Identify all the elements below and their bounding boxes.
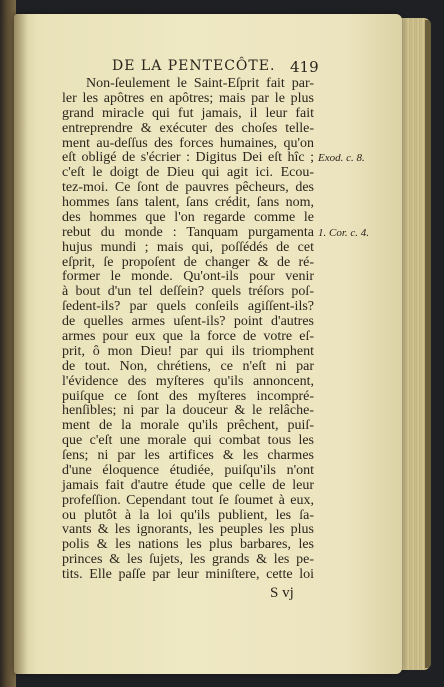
margin-note-corinthians: 1. Cor. c. 4. <box>318 226 370 239</box>
text-line-29: profeſſion. Cependant tout ſe ſoumet à eux, <box>62 492 314 508</box>
text-line-13: eſprit, ſe propoſent de changer & de ré- <box>62 254 314 270</box>
margin-note-exodus: Exod. c. 8. <box>318 152 365 165</box>
text-line-24: ment de la morale qu'ils prêchent, puiſ- <box>62 418 314 434</box>
text-line-8: tez-moi. Ce ſont de pauvres pêcheurs, des <box>62 180 314 196</box>
text-line-12: hujus mundi ; mais qui, poſſédés de cet <box>62 239 314 255</box>
page-stack-shadow <box>425 20 431 668</box>
text-line-18: armes pour eux que la force de votre eſ- <box>62 328 314 344</box>
text-line-14: former le monde. Qu'ont-ils pour venir <box>62 269 314 285</box>
text-line-32: polis & les nations les plus barbares, les <box>62 537 314 553</box>
text-line-2: ler les apôtres en apôtres; mais par le plus <box>62 90 314 106</box>
text-line-19: prit, ô mon Dieu! par qui ils triomphent <box>62 343 314 359</box>
running-header <box>112 58 322 74</box>
page-gutter-shadow <box>14 14 28 674</box>
text-line-33: princes & les ſujets, les grands & les pe- <box>62 552 314 568</box>
text-line-34: tits. Elle paſſe par leur miniſtere, cette loi <box>62 567 314 582</box>
text-line-9: hommes ſans talent, ſans crédit, ſans nom, <box>62 195 314 210</box>
text-line-31: vants & les ignorants, les peuples les plus <box>62 522 314 538</box>
text-line-22: puiſque ce ſont des myſteres incompré- <box>62 388 314 404</box>
text-line-11: rebut du monde : Tanquam purgamenta <box>62 224 314 240</box>
text-line-17: de quelles armes uſent-ils? point d'autres <box>62 314 314 330</box>
running-head-title: DE LA PENTECÔTE. <box>112 58 276 74</box>
text-line-23: henſibles; ni par la douceur & le relâche- <box>62 403 314 419</box>
text-line-15: à bout d'un tel deſſein? quels tréſors poſ- <box>62 284 314 300</box>
text-line-21: l'évidence des myſteres qu'ils annoncent, <box>62 373 314 389</box>
text-line-30: ou plutôt à la loi qu'ils publient, les ſa- <box>62 507 314 523</box>
text-line-6: eſt obligé de s'écrier : Digitus Dei eſt hîc ; <box>62 150 314 166</box>
text-line-4: entreprendre & exécuter des choſes telle- <box>62 120 314 136</box>
text-line-16: ſedent-ils? par quels conſeils agiſſent-ils? <box>62 299 314 315</box>
text-line-3: grand miracle qui fut jamais, il leur fait <box>62 105 314 121</box>
signature-mark: S vj <box>270 585 294 601</box>
text-line-28: jamais fait d'autre étude que celle de leur <box>62 477 314 493</box>
text-line-7: c'eſt le doigt de Dieu qui agit ici. Ecou- <box>62 165 314 181</box>
text-line-26: ſens; ni par les artifices & les charmes <box>62 448 314 463</box>
text-line-1: Non-ſeulement le Saint-Eſprit fait par- <box>86 76 314 91</box>
text-line-5: ment au-deſſus des forces humaines, qu'on <box>62 135 314 151</box>
text-line-20: de tout. Non, chrétiens, ce n'eſt ni par <box>62 358 314 374</box>
text-line-25: que c'eſt une morale qui combat tous les <box>62 433 314 449</box>
page-number: 419 <box>290 58 319 76</box>
text-line-27: d'une éloquence étudiée, puiſqu'ils n'ont <box>62 462 314 478</box>
text-line-10: des hommes que l'on regarde comme le <box>62 209 314 225</box>
